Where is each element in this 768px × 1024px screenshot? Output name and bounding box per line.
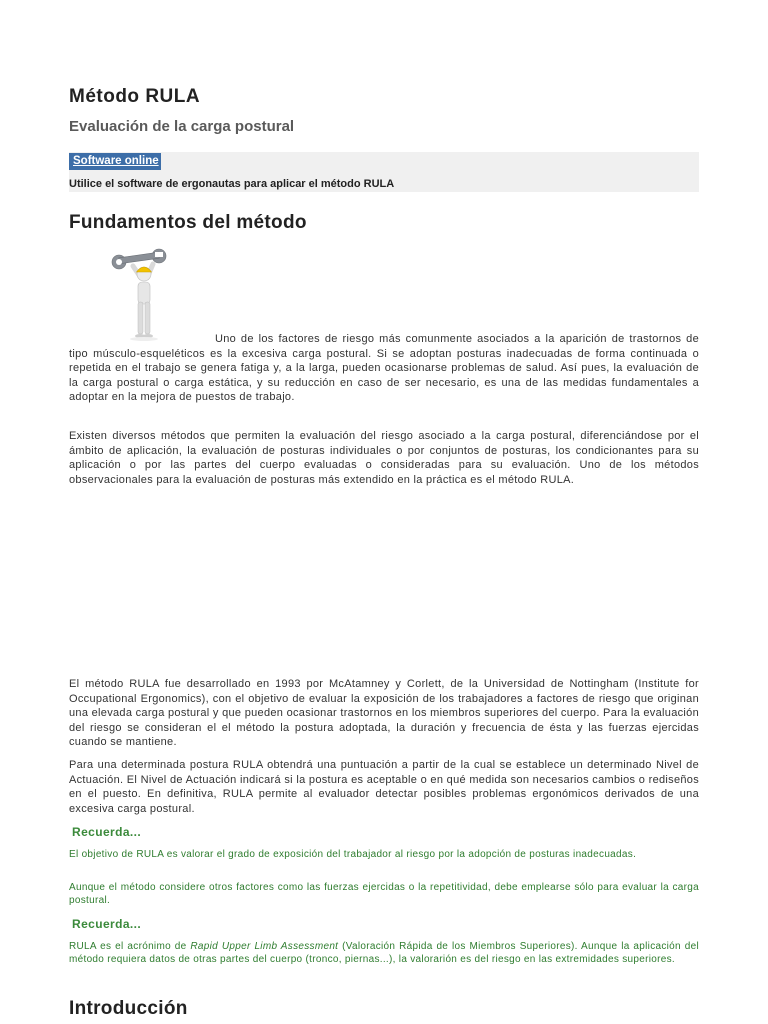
paragraph-nivel-actuacion: Para una determinada postura RULA obtendrá una puntuación a partir de la cual se establece un determinado Nivel de Actuación. El Nivel de Actuación indicará si la postura es aceptable o en qué medida son necesarios cambios o rediseños en el puesto. En definitiva, RULA permite al evaluador detectar posibles problemas ergonómicos derivados de una excesiva carga postural. <box>69 759 699 815</box>
software-note: Utilice el software de ergonautas para aplicar el método RULA <box>69 178 395 190</box>
software-online-box <box>69 152 699 192</box>
page-title: Método RULA <box>69 86 201 107</box>
acronimo-text-pre: RULA es el acrónimo de <box>69 941 191 952</box>
recuerda-heading: Recuerda... <box>72 825 142 839</box>
acronimo-text-post: (Valoración Rápida de los Miembros Superiores). Aunque la aplicación del método requiera datos de otras partes del cuerpo (tronco, piernas...), la valorarión es del riesgo en las extremidades superiores. <box>69 941 699 966</box>
paragraph-historia-rula: El método RULA fue desarrollado en 1993 por McAtamney y Corlett, de la Universidad de Nottingham (Institute for Occupational Ergonomics), con el objetivo de evaluar la exposición de los trabajadores a factores de riesgo que originan una elevada carga postural y que pueden ocasionar trastornos en los miembros superiores del cuerpo. Para la evaluación del riesgo se consideran el el método la postura adoptada, la duración y frecuencia de ésta y las fuerzas ejercidas cuando se mantiene. <box>69 678 699 749</box>
recuerda-note-acronimo <box>69 940 699 967</box>
acronimo-expansion: Rapid Upper Limb Assessment <box>190 941 339 952</box>
recuerda-heading: Recuerda... <box>72 917 142 931</box>
section-title-introduccion: Introducción <box>69 998 188 1019</box>
worker-with-wrench-icon <box>107 244 207 344</box>
paragraph-metodos: Existen diversos métodos que permiten la evaluación del riesgo asociado a la carga postural, diferenciándose por el ámbito de aplicación, la evaluación de posturas individuales o por conjuntos de posturas, los condicionantes para su aplicación o por las partes del cuerpo evaluadas o consideradas para su evaluación. Uno de los métodos observacionales para la evaluación de posturas más extendido en la práctica es el método RULA. <box>69 430 699 486</box>
recuerda-note: El objetivo de RULA es valorar el grado de exposición del trabajador al riesgo por la adopción de posturas inadecuadas. <box>69 849 637 860</box>
software-online-link[interactable]: Software online <box>69 153 161 170</box>
paragraph-intro-riesgo: Uno de los factores de riesgo más comunmente asociados a la aparición de trastornos de tipo músculo-esqueléticos es la excesiva carga postural. Si se adoptan posturas inadecuadas de forma continuada o repetida en el trabajo se genera fatiga y, a la larga, pueden ocasionarse problemas de salud. Así pues, la evaluación de la carga postural o carga estática, y su reducción en caso de ser necesario, es una de las medidas fundamentales a adoptar en la mejora de puestos de trabajo. <box>69 333 699 404</box>
recuerda-note: Aunque el método considere otros factores como las fuerzas ejercidas o la repetitividad, debe emplearse sólo para evaluar la carga postural. <box>69 882 699 907</box>
page-subtitle: Evaluación de la carga postural <box>69 118 295 135</box>
section-title-fundamentos: Fundamentos del método <box>69 212 307 233</box>
